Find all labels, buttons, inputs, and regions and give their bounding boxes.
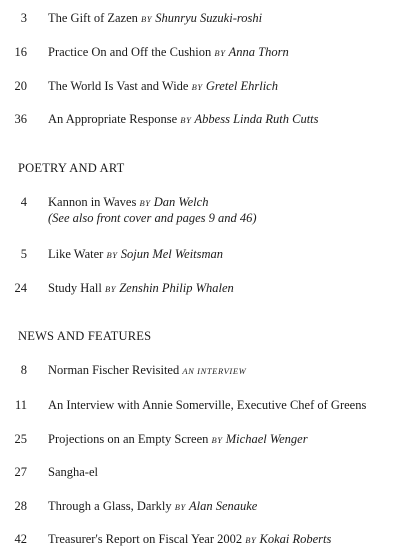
byline-marker: BY [211,435,223,445]
byline-marker: BY [245,535,257,545]
page-number: 24 [14,281,27,295]
byline-marker: AN INTERVIEW [182,366,247,376]
entry-title: An Interview with Annie Somerville, Executive Chef of Greens [48,398,367,412]
section-heading-news: NEWS AND FEATURES [18,329,152,343]
entry-title: Norman Fischer Revisited [48,363,180,377]
entry-title: Practice On and Off the Cushion [48,45,212,59]
entry-author: Zenshin Philip Whalen [119,281,234,295]
entry-title: Kannon in Waves [48,195,137,209]
section-heading-poetry: POETRY AND ART [18,161,125,175]
entry-title: An Appropriate Response [48,112,178,126]
entry-note: (See also front cover and pages 9 and 46) [48,211,257,225]
entry-author: Sojun Mel Weitsman [120,247,224,261]
entry-author: Abbess Linda Ruth Cutts [194,112,319,126]
byline-marker: BY [139,198,151,208]
entry-title: Treasurer's Report on Fiscal Year 2002 [48,532,243,546]
page-number: 11 [14,398,27,412]
page-number: 3 [20,11,27,25]
page-number: 42 [14,532,27,546]
entry-author: Gretel Ehrlich [205,79,278,93]
byline-marker: BY [214,48,226,58]
byline-marker: BY [141,14,153,24]
entry-author: Alan Senauke [188,499,258,513]
entry-title: Sangha-el [48,465,98,479]
page-number: 8 [20,363,27,377]
entry-title: Through a Glass, Darkly [48,499,172,513]
byline-marker: BY [104,284,117,294]
page-number: 27 [14,465,27,479]
entry-author: Anna Thorn [228,45,289,59]
entry-author: Kokai Roberts [259,532,332,546]
page-number: 5 [20,247,27,261]
entry-title: Projections on an Empty Screen [48,432,209,446]
page-number: 36 [14,112,27,126]
page-number: 20 [14,79,27,93]
byline-marker: BY [180,115,192,125]
page-number: 16 [14,45,27,59]
byline-marker: BY [174,502,186,512]
entry-author: Michael Wenger [225,432,308,446]
page-number: 4 [20,195,27,209]
page-number: 28 [14,499,27,513]
byline-marker: BY [106,250,118,260]
entry-title: Like Water [48,247,104,261]
entry-title: Study Hall [48,281,102,295]
entry-author: Dan Welch [153,195,209,209]
byline-marker: BY [191,82,203,92]
entry-title: The World Is Vast and Wide [48,79,189,93]
entry-title: The Gift of Zazen [48,11,138,25]
page-number: 25 [14,432,27,446]
entry-author: Shunryu Suzuki-roshi [155,11,263,25]
